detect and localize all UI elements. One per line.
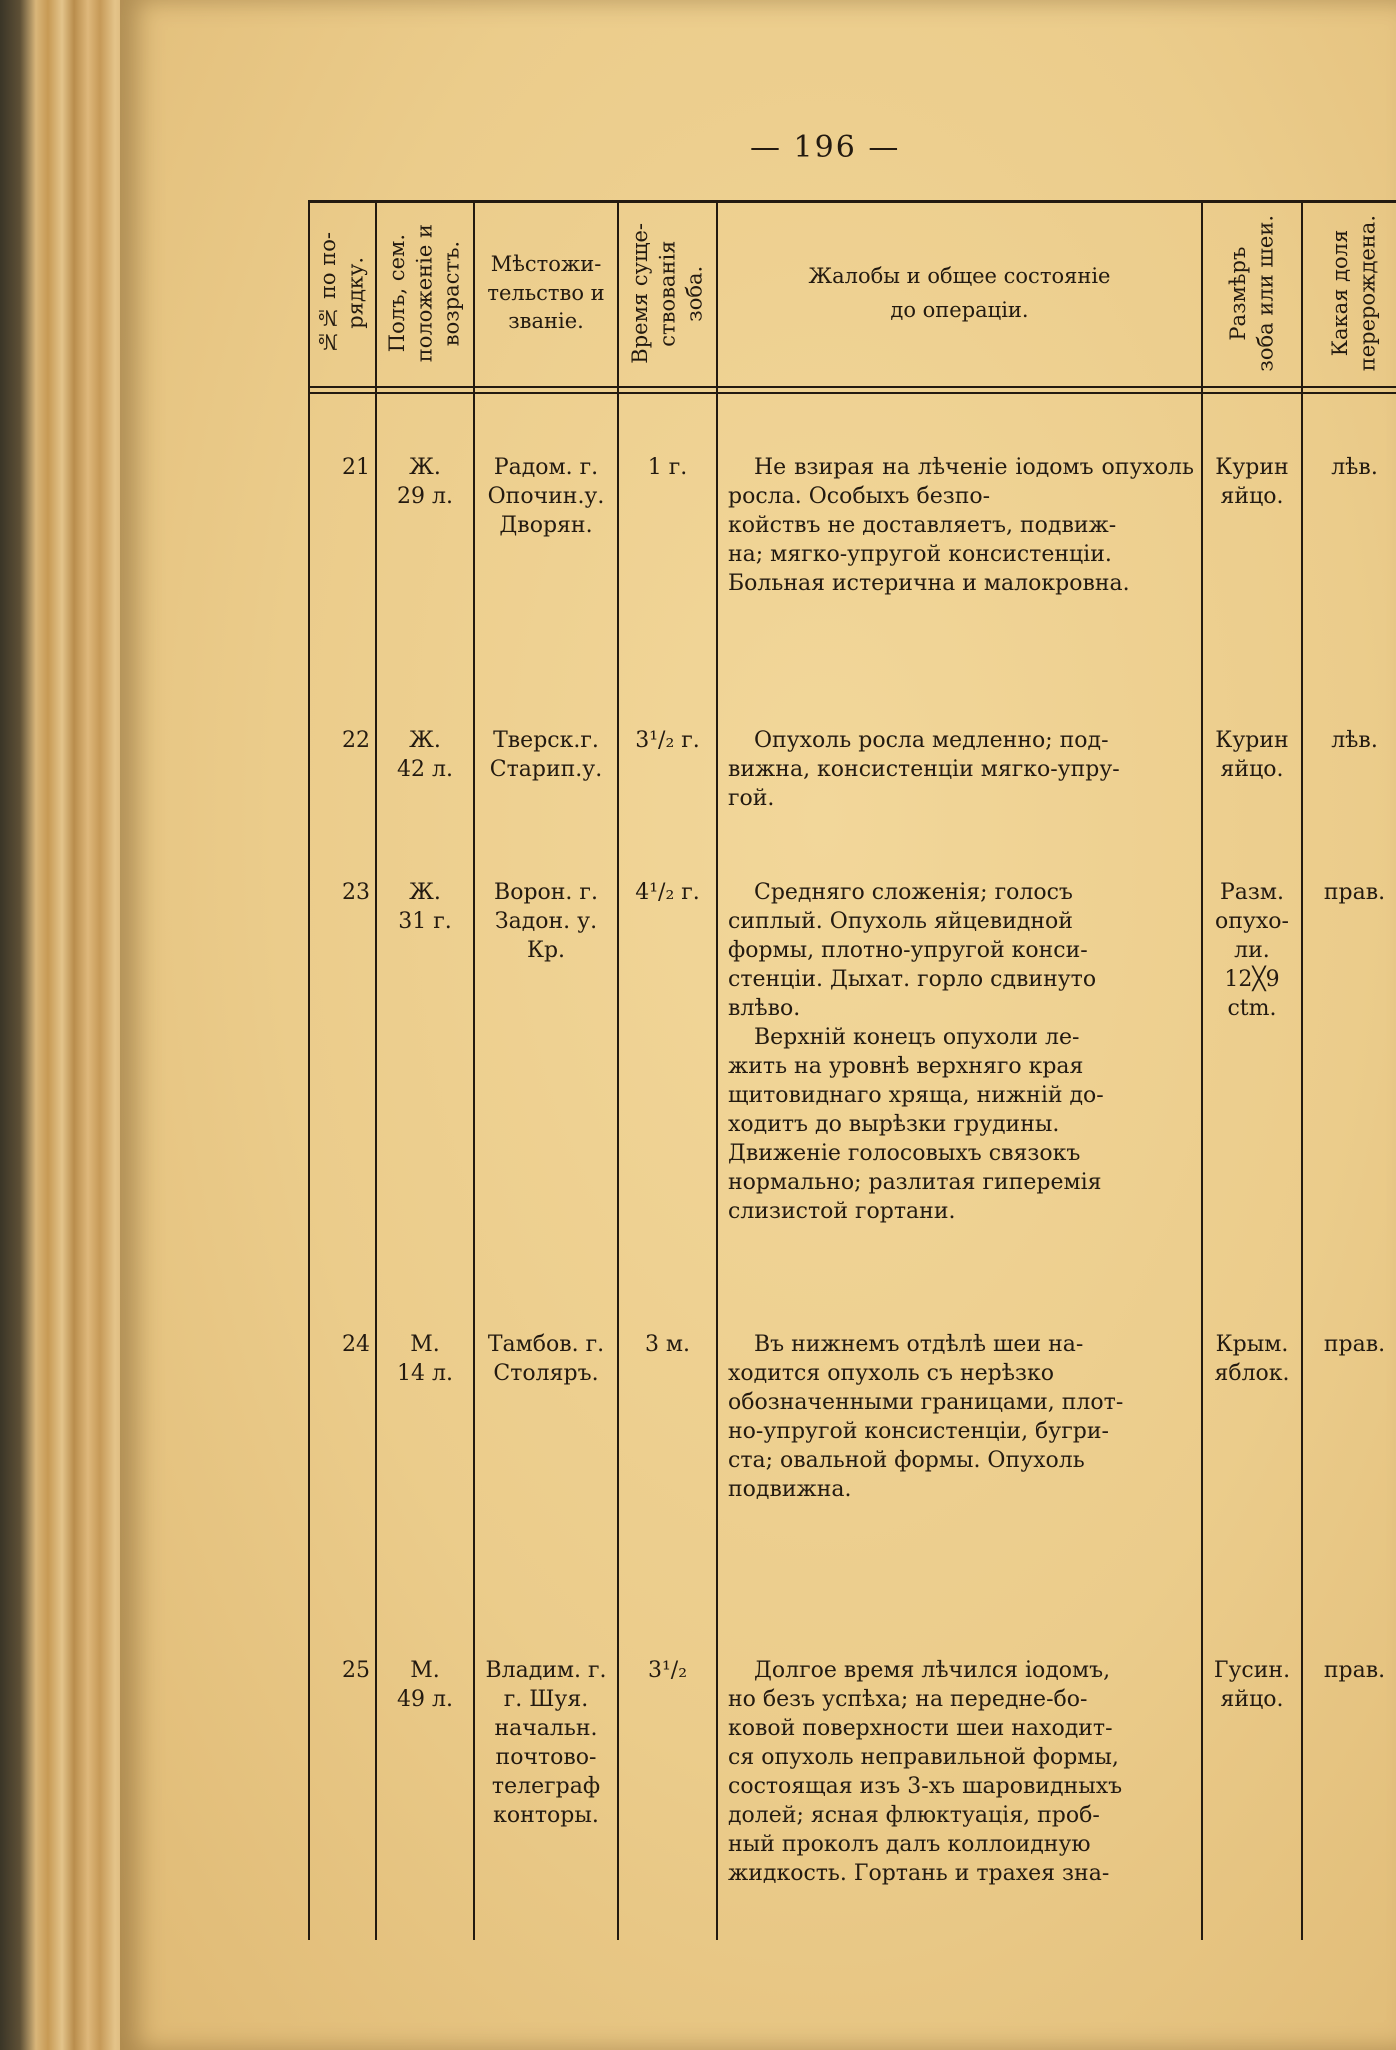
row-lobe: прав. (1323, 880, 1386, 905)
header-size: Размѣръ зоба или шеи. (1225, 214, 1277, 372)
row-sex-age: Ж. 29 л. (397, 455, 453, 509)
row-residence: Владим. г. г. Шуя. начальн. почтово- телеграф конторы. (485, 1658, 607, 1828)
row-duration: 4¹/₂ г. (635, 880, 700, 905)
row-residence: Радом. г. Опочин.у. Дворян. (487, 455, 605, 538)
row-size: Гусин. яйцо. (1213, 1658, 1291, 1712)
row-size: Курин яйцо. (1215, 728, 1289, 782)
row-duration: 3¹/₂ г. (635, 728, 700, 753)
row-complaints: Долгое время лѣчился іодомъ, но безъ успѣха; на передне-бо- ковой поверхности шеи находит- ся опухоль неправильной формы, состоящая изъ 3-хъ шаровидныхъ долей; ясная флюктуація, проб- ный проколъ далъ коллоидную жидкость. Гортань и трахея зна- (728, 1658, 1123, 1886)
header-number: №№ по по- рядку. (316, 232, 368, 354)
row-residence: Ворон. г. Задон. у. Кр. (494, 880, 598, 963)
row-sex-age: М. 14 л. (397, 1332, 453, 1386)
row-size: Курин яйцо. (1215, 455, 1289, 509)
row-residence: Тамбов. г. Столяръ. (487, 1332, 605, 1386)
row-lobe: прав. (1323, 1332, 1386, 1357)
row-duration: 3 м. (644, 1332, 691, 1357)
row-size: Крым. яблок. (1214, 1332, 1290, 1386)
row-lobe: прав. (1323, 1658, 1386, 1683)
row-complaints: Средняго сложенія; голосъ сиплый. Опухоль яйцевидной формы, плотно-упругой конси- стенціи. Дыхат. горло сдвинуто влѣво. Верхній конецъ опухоли ле- жить на уровнѣ верхняго края щитовиднаго хряща, нижній до- ходитъ до вырѣзки грудины. Движеніе голосовыхъ связокъ нормально; разлитая гиперемія слизистой гортани. (728, 880, 1104, 1224)
row-complaints: Въ нижнемъ отдѣлѣ шеи на- ходится опухоль съ нерѣзко обозначенными границами, плот- но-упругой консистенціи, бугри- ста; овальной формы. Опухоль подвижна. (728, 1332, 1124, 1502)
row-sex-age: М. 49 л. (397, 1658, 453, 1712)
goiter-case-table (308, 200, 1396, 1940)
header-residence: Мѣстожи- тельство и званіе. (487, 252, 605, 334)
row-sex-age: Ж. 42 л. (397, 728, 453, 782)
book-page-edges (0, 0, 135, 2050)
row-residence: Тверск.г. Старип.у. (489, 728, 603, 782)
column-rule (716, 200, 718, 1940)
row-duration: 3¹/₂ (647, 1658, 688, 1683)
page-number: — 196 — (750, 130, 901, 165)
header-lobe: Какая доля перерождена. (1328, 214, 1380, 372)
header-sex-age: Полъ, сем. положеніе и возрастъ. (385, 223, 464, 363)
book-page (120, 0, 1396, 2050)
row-number: 22 (342, 728, 370, 753)
header-duration: Время суще- ствованія зоба. (627, 222, 707, 364)
row-complaints: Опухоль росла медленно; под- вижна, консистенціи мягко-упру- гой. (728, 728, 1120, 811)
column-rule (308, 200, 310, 1940)
row-lobe: лѣв. (1331, 455, 1378, 480)
header-bottom-rule-2 (308, 392, 1396, 394)
row-number: 25 (342, 1658, 370, 1683)
row-number: 24 (342, 1332, 370, 1357)
header-bottom-rule (308, 386, 1396, 388)
row-number: 21 (342, 455, 370, 480)
row-sex-age: Ж. 31 г. (398, 880, 452, 934)
row-number: 23 (342, 880, 370, 905)
row-size: Разм. опухо- ли. 12╳9 ctm. (1215, 880, 1289, 1021)
header-complaints: Жалобы и общее состояніе до операціи. (808, 263, 1111, 322)
row-lobe: лѣв. (1331, 728, 1378, 753)
row-complaints: Не взирая на лѣченіе іодомъ опухоль росла. Особыхъ безпо- койствъ не доставляетъ, подвиж- на; мягко-упругой консистенціи. Больная истерична и малокровна. (728, 455, 1194, 596)
row-duration: 1 г. (647, 455, 688, 480)
